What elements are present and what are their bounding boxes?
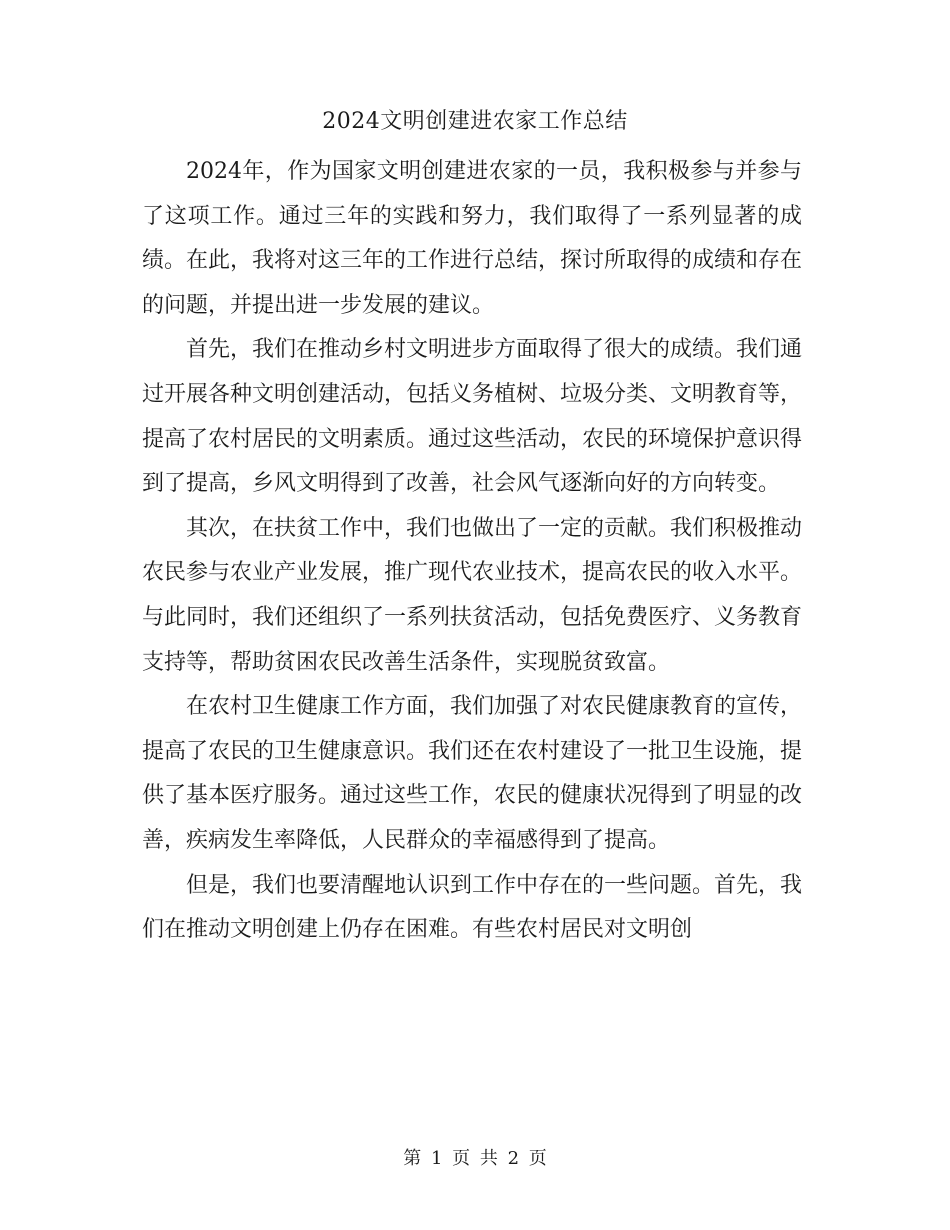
paragraph-poverty: 其次，在扶贫工作中，我们也做出了一定的贡献。我们积极推动农民参与农业产业发展，推广现代农业技术，提高农民的收入水平。与此同时，我们还组织了一系列扶贫活动，包括免费医疗、义务教育支持等，帮助贫困农民改善生活条件，实现脱贫致富。 <box>142 515 803 675</box>
paragraph-intro: 2024年，作为国家文明创建进农家的一员，我积极参与并参与了这项工作。通过三年的实践和努力，我们取得了一系列显著的成绩。在此，我将对这三年的工作进行总结，探讨所取得的成绩和存在的问题，并提出进一步发展的建议。 <box>142 159 803 318</box>
paragraph-health: 在农村卫生健康工作方面，我们加强了对农民健康教育的宣传，提高了农民的卫生健康意识。我们还在农村建设了一批卫生设施，提供了基本医疗服务。通过这些工作，农民的健康状况得到了明显的改善，疾病发生率降低，人民群众的幸福感得到了提高。 <box>142 694 803 853</box>
page-footer: 第 1 页 共 2 页 <box>403 1148 547 1169</box>
document-title: 2024文明创建进农家工作总结 <box>322 109 628 134</box>
document-body <box>142 150 802 953</box>
paragraph-problems: 但是，我们也要清醒地认识到工作中存在的一些问题。首先，我们在推动文明创建上仍存在困难。有些农村居民对文明创 <box>142 872 803 943</box>
paragraph-civilization: 首先，我们在推动乡村文明进步方面取得了很大的成绩。我们通过开展各种文明创建活动，包括义务植树、垃圾分类、文明教育等，提高了农村居民的文明素质。通过这些活动，农民的环境保护意识得到了提高，乡风文明得到了改善，社会风气逐渐向好的方向转变。 <box>142 337 803 497</box>
